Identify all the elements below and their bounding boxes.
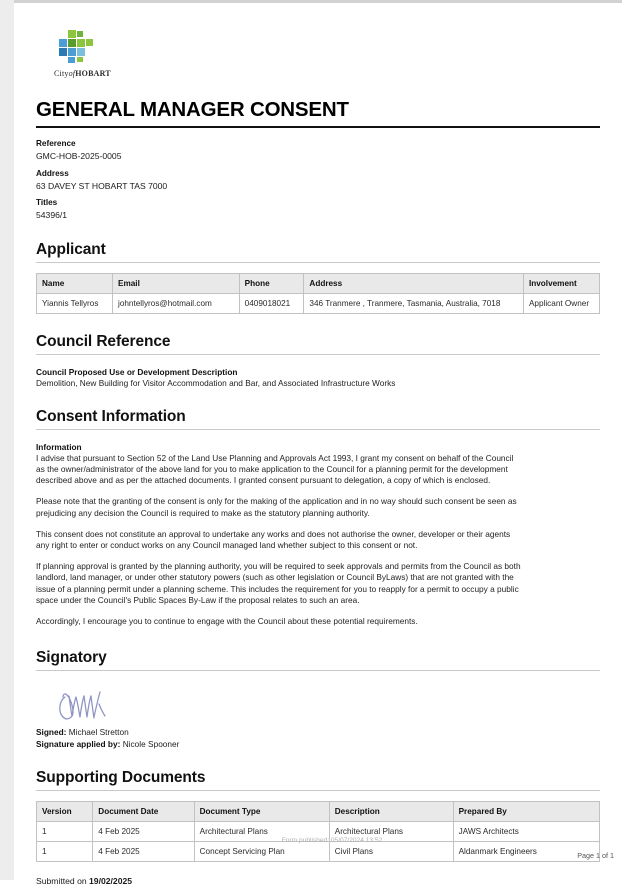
page-title: GENERAL MANAGER CONSENT xyxy=(36,98,349,121)
signed-label: Signed: xyxy=(36,727,67,738)
paragraph-line: any right to enter or conduct works on any Council managed land whether subject to this consent or not. xyxy=(36,539,418,550)
brand-header xyxy=(36,3,600,78)
applicant-cell-name: Yiannis Tellyros xyxy=(37,293,113,313)
council-description-value: Demolition, New Building for Visitor Accommodation and Bar, and Associated Infrastructure Works xyxy=(36,377,396,388)
consent-information-label: Information xyxy=(36,441,82,452)
meta-value-reference: GMC-HOB-2025-0005 xyxy=(36,151,122,161)
docs-cell-document-type: Architectural Plans xyxy=(194,822,329,842)
signature-applied-by-line xyxy=(36,739,600,751)
docs-cell-description: Architectural Plans xyxy=(329,822,453,842)
applicant-cell-address: 346 Tranmere , Tranmere, Tasmania, Australia, 7018 xyxy=(304,293,524,313)
document-meta xyxy=(36,138,600,222)
paragraph-line: as the owner/administrator of the above land for you to make application to the Council for a planning permit for the development xyxy=(36,463,508,474)
docs-cell-document-date: 4 Feb 2025 xyxy=(93,822,194,842)
form-published-note: Form published: 05/07/2024 13:52 xyxy=(281,837,383,844)
applicant-col-involvement: Involvement xyxy=(523,273,599,293)
paragraph-line: prejudicing any decision the Council is required to make as the statutory planning authority. xyxy=(36,507,370,518)
docs-cell-description: Civil Plans xyxy=(329,842,453,862)
meta-label-titles: Titles xyxy=(36,198,58,207)
paragraph-line: This consent does not constitute an approval to undertake any works and does not authorise the owner, developer or their agents xyxy=(36,528,511,539)
paragraph-line: I advise that pursuant to Section 52 of the Land Use Planning and Approvals Act 1993, I grant my consent on behalf of the Council xyxy=(36,452,514,463)
section-heading-applicant: Applicant xyxy=(36,240,106,258)
city-of-hobart-logo-icon xyxy=(54,30,98,64)
docs-col-version: Version xyxy=(37,802,93,822)
document-content xyxy=(36,3,600,886)
section-heading-signatory: Signatory xyxy=(36,649,107,667)
docs-cell-prepared-by: JAWS Architects xyxy=(453,822,599,842)
supporting-documents-header-row xyxy=(37,802,600,822)
page-number: Page 1 of 1 xyxy=(577,851,614,860)
docs-col-prepared-by: Prepared By xyxy=(453,802,599,822)
paragraph-line: landlord, land manager, or under other statutory powers (such as other legislation or Council ByLaws) that are not granted with the xyxy=(36,572,514,583)
wordmark-hobart: HOBART xyxy=(75,69,111,78)
applied-by-name: Nicole Spooner xyxy=(122,738,180,749)
docs-cell-document-type: Concept Servicing Plan xyxy=(194,842,329,862)
docs-col-document-date: Document Date xyxy=(93,802,194,822)
logo-svg xyxy=(54,30,98,64)
applicant-table-header-row xyxy=(37,273,600,293)
wordmark-of: of xyxy=(68,69,76,78)
applicant-col-address: Address xyxy=(304,273,524,293)
signed-line xyxy=(36,727,600,739)
brand-wordmark xyxy=(54,69,600,78)
applicant-col-name: Name xyxy=(37,273,113,293)
section-heading-consent-information: Consent Information xyxy=(36,407,186,425)
signature-area xyxy=(36,671,600,727)
applied-by-label: Signature applied by: xyxy=(36,738,121,749)
document-page xyxy=(14,3,622,886)
paragraph-line: Accordingly, I encourage you to continue to engage with the Council about these potential requirements. xyxy=(36,615,418,626)
section-rule-applicant xyxy=(36,262,600,263)
paragraph-line: If planning approval is granted by the planning authority, you will be required to seek approvals and permits from the Council as both xyxy=(36,561,521,572)
meta-label-reference: Reference xyxy=(36,139,76,148)
meta-value-address: 63 DAVEY ST HOBART TAS 7000 xyxy=(36,180,168,191)
section-heading-supporting-documents: Supporting Documents xyxy=(36,769,206,787)
submitted-line xyxy=(36,876,600,886)
section-heading-council-reference: Council Reference xyxy=(36,332,171,350)
paragraph-line: Please note that the granting of the consent is only for the making of the application and in no way should such consent be seen as xyxy=(36,496,517,507)
applicant-cell-phone: 0409018021 xyxy=(239,293,304,313)
docs-cell-version: 1 xyxy=(37,822,93,842)
submitted-date: 19/02/2025 xyxy=(89,876,133,886)
docs-cell-version: 1 xyxy=(37,842,93,862)
applicant-cell-involvement: Applicant Owner xyxy=(523,293,599,313)
docs-col-document-type: Document Type xyxy=(194,802,329,822)
page-left-margin-band xyxy=(0,0,14,880)
handwritten-signature-icon xyxy=(56,684,114,724)
paragraph-line: issue of a planning permit under a planning scheme. This includes the requirement for you to reapply for a permit to occupy a public xyxy=(36,583,519,594)
paragraph-line: space under the Council's Public Spaces By-Law if the proposal relates to such an area. xyxy=(36,594,360,605)
section-rule-supporting-documents xyxy=(36,790,600,791)
docs-cell-document-date: 4 Feb 2025 xyxy=(93,842,194,862)
applicant-col-phone: Phone xyxy=(239,273,304,293)
consent-paragraph-1 xyxy=(36,453,600,487)
paragraph-line: described above and as per the attached documents. I granted consent pursuant to delegation, a copy of which is enclosed. xyxy=(36,475,491,486)
council-description-label: Council Proposed Use or Development Description xyxy=(36,366,238,377)
consent-paragraph-3 xyxy=(36,529,600,551)
title-rule xyxy=(36,126,600,128)
docs-cell-prepared-by: Aldanmark Engineers xyxy=(453,842,599,862)
meta-value-titles: 54396/1 xyxy=(36,210,68,220)
submitted-label: Submitted on xyxy=(36,876,87,886)
docs-col-description: Description xyxy=(329,802,453,822)
meta-label-address: Address xyxy=(36,168,69,178)
applicant-table xyxy=(36,273,600,314)
signed-name: Michael Stretton xyxy=(68,727,129,738)
consent-paragraph-4 xyxy=(36,561,600,606)
consent-paragraph-2 xyxy=(36,496,600,518)
table-row xyxy=(37,293,600,313)
applicant-col-email: Email xyxy=(113,273,240,293)
consent-paragraph-5 xyxy=(36,616,600,627)
section-rule-consent-information xyxy=(36,429,600,430)
consent-paragraphs xyxy=(36,453,600,627)
applicant-cell-email: johntellyros@hotmail.com xyxy=(113,293,240,313)
section-rule-council-reference xyxy=(36,354,600,355)
wordmark-city: City xyxy=(54,69,69,78)
